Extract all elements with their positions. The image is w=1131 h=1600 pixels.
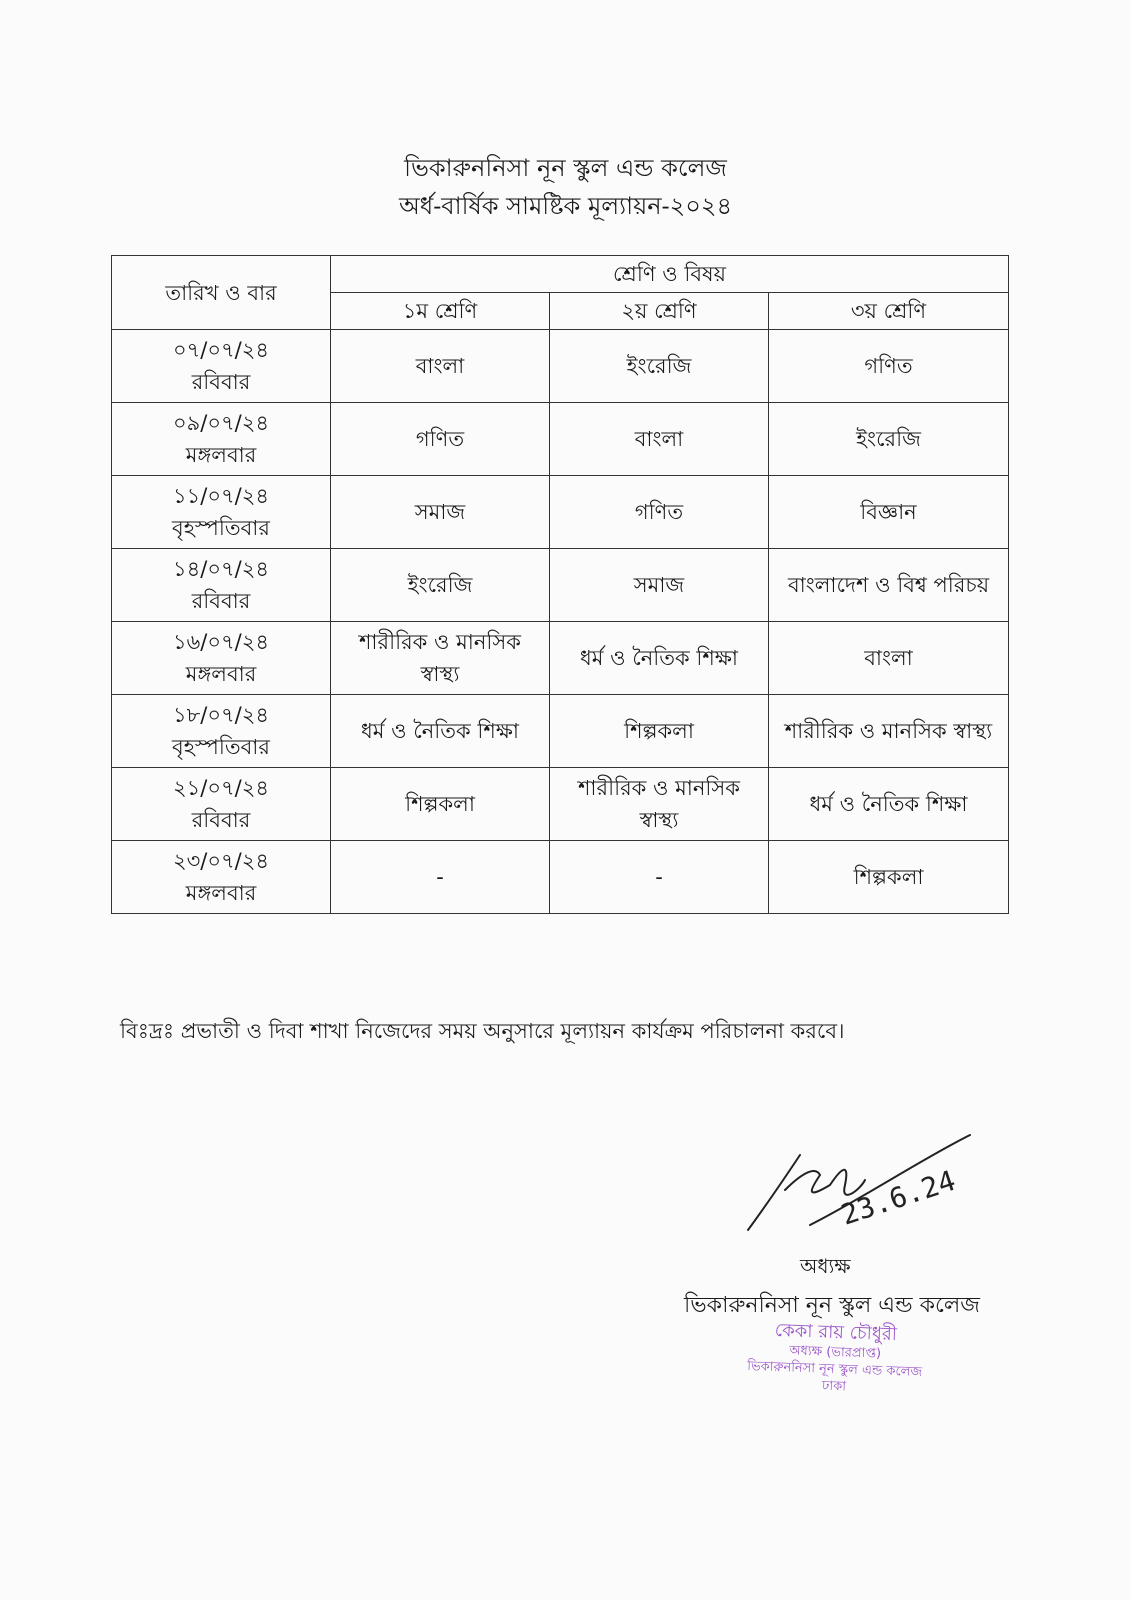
- date-cell: ১৮/০৭/২৪ বৃহস্পতিবার: [112, 695, 331, 768]
- table-row: [112, 549, 1009, 622]
- stamp-city: ঢাকা: [821, 1378, 847, 1395]
- exam-title: অর্ধ-বার্ষিক সামষ্টিক মূল্যায়ন-২০২৪: [398, 192, 733, 220]
- table-row: [112, 768, 1009, 841]
- subject-cell: -: [550, 841, 769, 914]
- subject-cell: গণিত: [331, 403, 550, 476]
- class-2-header: ২য় শ্রেণি: [550, 293, 769, 330]
- date-cell: ১১/০৭/২৪ বৃহস্পতিবার: [112, 476, 331, 549]
- table-row: [112, 476, 1009, 549]
- subject-cell: শারীরিক ও মানসিক স্বাস্থ্য: [550, 768, 769, 841]
- date-cell: ০৯/০৭/২৪ মঙ্গলবার: [112, 403, 331, 476]
- subject-cell: ধর্ম ও নৈতিক শিক্ষা: [550, 622, 769, 695]
- table-row: [112, 622, 1009, 695]
- subject-cell: সমাজ: [331, 476, 550, 549]
- date-cell: ২৩/০৭/২৪ মঙ্গলবার: [112, 841, 331, 914]
- subject-cell: বাংলাদেশ ও বিশ্ব পরিচয়: [769, 549, 1009, 622]
- school-name: ভিকারুননিসা নূন স্কুল এন্ড কলেজ: [404, 154, 727, 182]
- subject-cell: ইংরেজি: [331, 549, 550, 622]
- subject-cell: ইংরেজি: [550, 330, 769, 403]
- signature-school-name: ভিকারুননিসা নূন স্কুল এন্ড কলেজ: [684, 1293, 980, 1318]
- subject-cell: ইংরেজি: [769, 403, 1009, 476]
- official-stamp: [719, 1318, 951, 1399]
- subject-cell: গণিত: [769, 330, 1009, 403]
- date-cell: ০৭/০৭/২৪ রবিবার: [112, 330, 331, 403]
- stamp-school: ভিকারুননিসা নূন স্কুল এন্ড কলেজ: [746, 1358, 923, 1381]
- date-cell: ১৬/০৭/২৪ মঙ্গলবার: [112, 622, 331, 695]
- subject-cell: ধর্ম ও নৈতিক শিক্ষা: [769, 768, 1009, 841]
- subject-cell: বাংলা: [331, 330, 550, 403]
- table-row: [112, 695, 1009, 768]
- principal-title: অধ্যক্ষ: [800, 1254, 851, 1278]
- date-header: তারিখ ও বার: [112, 256, 331, 330]
- stamp-designation: অধ্যক্ষ (ভারপ্রাপ্ত): [789, 1343, 882, 1362]
- subject-cell: শিল্পকলা: [769, 841, 1009, 914]
- subject-cell: বাংলা: [550, 403, 769, 476]
- subject-cell: গণিত: [550, 476, 769, 549]
- table-row: [112, 330, 1009, 403]
- signature-date: 23.6.24: [836, 1163, 960, 1232]
- subject-cell: শারীরিক ও মানসিক স্বাস্থ্য: [331, 622, 550, 695]
- date-cell: ২১/০৭/২৪ রবিবার: [112, 768, 331, 841]
- table-row: [112, 403, 1009, 476]
- exam-schedule-table: [111, 255, 1009, 914]
- subject-cell: ধর্ম ও নৈতিক শিক্ষা: [331, 695, 550, 768]
- date-cell: ১৪/০৭/২৪ রবিবার: [112, 549, 331, 622]
- handwritten-signature: [740, 1130, 1000, 1250]
- subject-cell: শিল্পকলা: [331, 768, 550, 841]
- subject-cell: শারীরিক ও মানসিক স্বাস্থ্য: [769, 695, 1009, 768]
- subject-cell: সমাজ: [550, 549, 769, 622]
- table-row: [112, 841, 1009, 914]
- class-3-header: ৩য় শ্রেণি: [769, 293, 1009, 330]
- subject-cell: শিল্পকলা: [550, 695, 769, 768]
- footnote: বিঃদ্রঃ প্রভাতী ও দিবা শাখা নিজেদের সময় অনুসারে মূল্যায়ন কার্যক্রম পরিচালনা করবে।: [120, 1019, 845, 1043]
- class-1-header: ১ম শ্রেণি: [331, 293, 550, 330]
- subject-cell: বিজ্ঞান: [769, 476, 1009, 549]
- subject-cell: -: [331, 841, 550, 914]
- subject-cell: বাংলা: [769, 622, 1009, 695]
- stamp-name: কেকা রায় চৌধুরী: [774, 1319, 898, 1346]
- class-subject-header: শ্রেণি ও বিষয়: [331, 256, 1009, 293]
